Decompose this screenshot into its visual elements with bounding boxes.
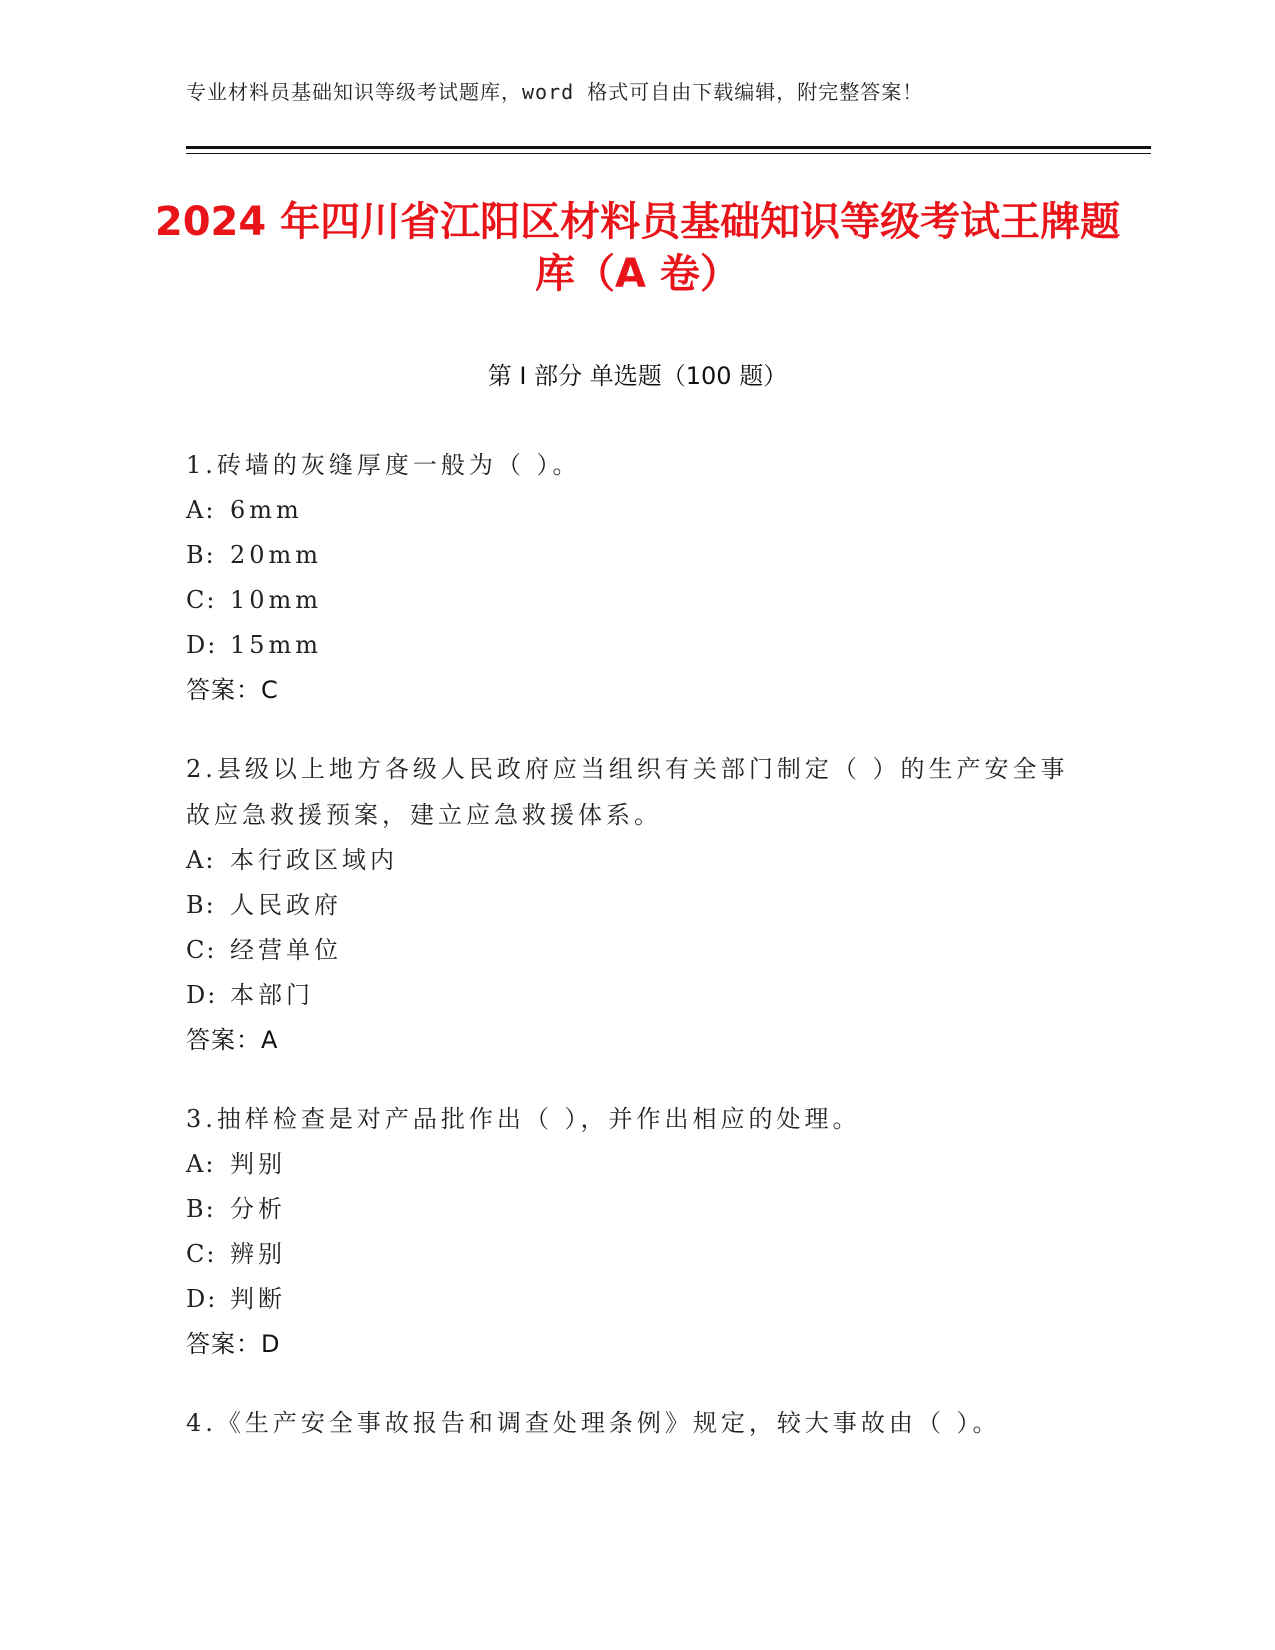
- option-letter: A:: [186, 1150, 216, 1178]
- answer-line: 答案：D: [186, 1330, 281, 1358]
- option-letter: C:: [186, 1240, 217, 1268]
- option-letter: B:: [186, 541, 216, 569]
- option-letter: C:: [186, 586, 217, 614]
- answer-line: 答案：A: [186, 1026, 279, 1054]
- option-letter: B:: [186, 1195, 216, 1223]
- question-stem: 1.砖墙的灰缝厚度一般为（ ）。: [186, 451, 581, 479]
- section-heading: 第 I 部分 单选题（100 题）: [487, 362, 788, 390]
- option-a: [186, 838, 1086, 883]
- option-letter: D:: [186, 1285, 218, 1313]
- option-c: [186, 578, 1086, 623]
- question-stem: 4.《生产安全事故报告和调查处理条例》规定，较大事故由（ ）。: [186, 1409, 1001, 1437]
- question-stem: 2.县级以上地方各级人民政府应当组织有关部门制定（ ）的生产安全事故应急救援预案，建立应急救援体系。: [186, 755, 1069, 829]
- option-text: 10mm: [230, 586, 323, 614]
- option-text: 判别: [230, 1150, 286, 1178]
- option-b: [186, 533, 1086, 578]
- option-text: 15mm: [230, 631, 323, 659]
- option-a: [186, 1142, 1086, 1187]
- option-letter: D:: [186, 981, 218, 1009]
- option-c: [186, 928, 1086, 973]
- question-item: [186, 746, 1086, 1063]
- option-b: [186, 1187, 1086, 1232]
- document-title: 2024 年四川省江阳区材料员基础知识等级考试王牌题库（A 卷）: [154, 199, 1121, 297]
- answer-line: 答案：C: [186, 676, 279, 704]
- option-b: [186, 883, 1086, 928]
- option-letter: B:: [186, 891, 216, 919]
- option-letter: D:: [186, 631, 218, 659]
- option-letter: A:: [186, 496, 216, 524]
- option-text: 经营单位: [230, 936, 342, 964]
- option-text: 本部门: [230, 981, 314, 1009]
- option-text: 本行政区域内: [230, 846, 398, 874]
- question-list: [186, 442, 1086, 1479]
- option-text: 判断: [230, 1285, 286, 1313]
- option-text: 6mm: [230, 496, 303, 524]
- question-stem: 3.抽样检查是对产品批作出（ ），并作出相应的处理。: [186, 1105, 861, 1133]
- option-d: [186, 973, 1086, 1018]
- option-text: 辨别: [230, 1240, 286, 1268]
- option-text: 分析: [230, 1195, 286, 1223]
- question-item: [186, 442, 1086, 713]
- option-d: [186, 1277, 1086, 1322]
- question-item: [186, 1096, 1086, 1367]
- option-a: [186, 488, 1086, 533]
- option-letter: A:: [186, 846, 216, 874]
- header-divider-thin: [186, 153, 1151, 154]
- header-note: 专业材料员基础知识等级考试题库，word 格式可自由下载编辑，附完整答案！: [186, 80, 924, 104]
- option-d: [186, 623, 1086, 668]
- question-item: [186, 1400, 1086, 1446]
- option-letter: C:: [186, 936, 217, 964]
- option-text: 20mm: [230, 541, 323, 569]
- option-text: 人民政府: [230, 891, 342, 919]
- header-divider-thick: [186, 146, 1151, 149]
- option-c: [186, 1232, 1086, 1277]
